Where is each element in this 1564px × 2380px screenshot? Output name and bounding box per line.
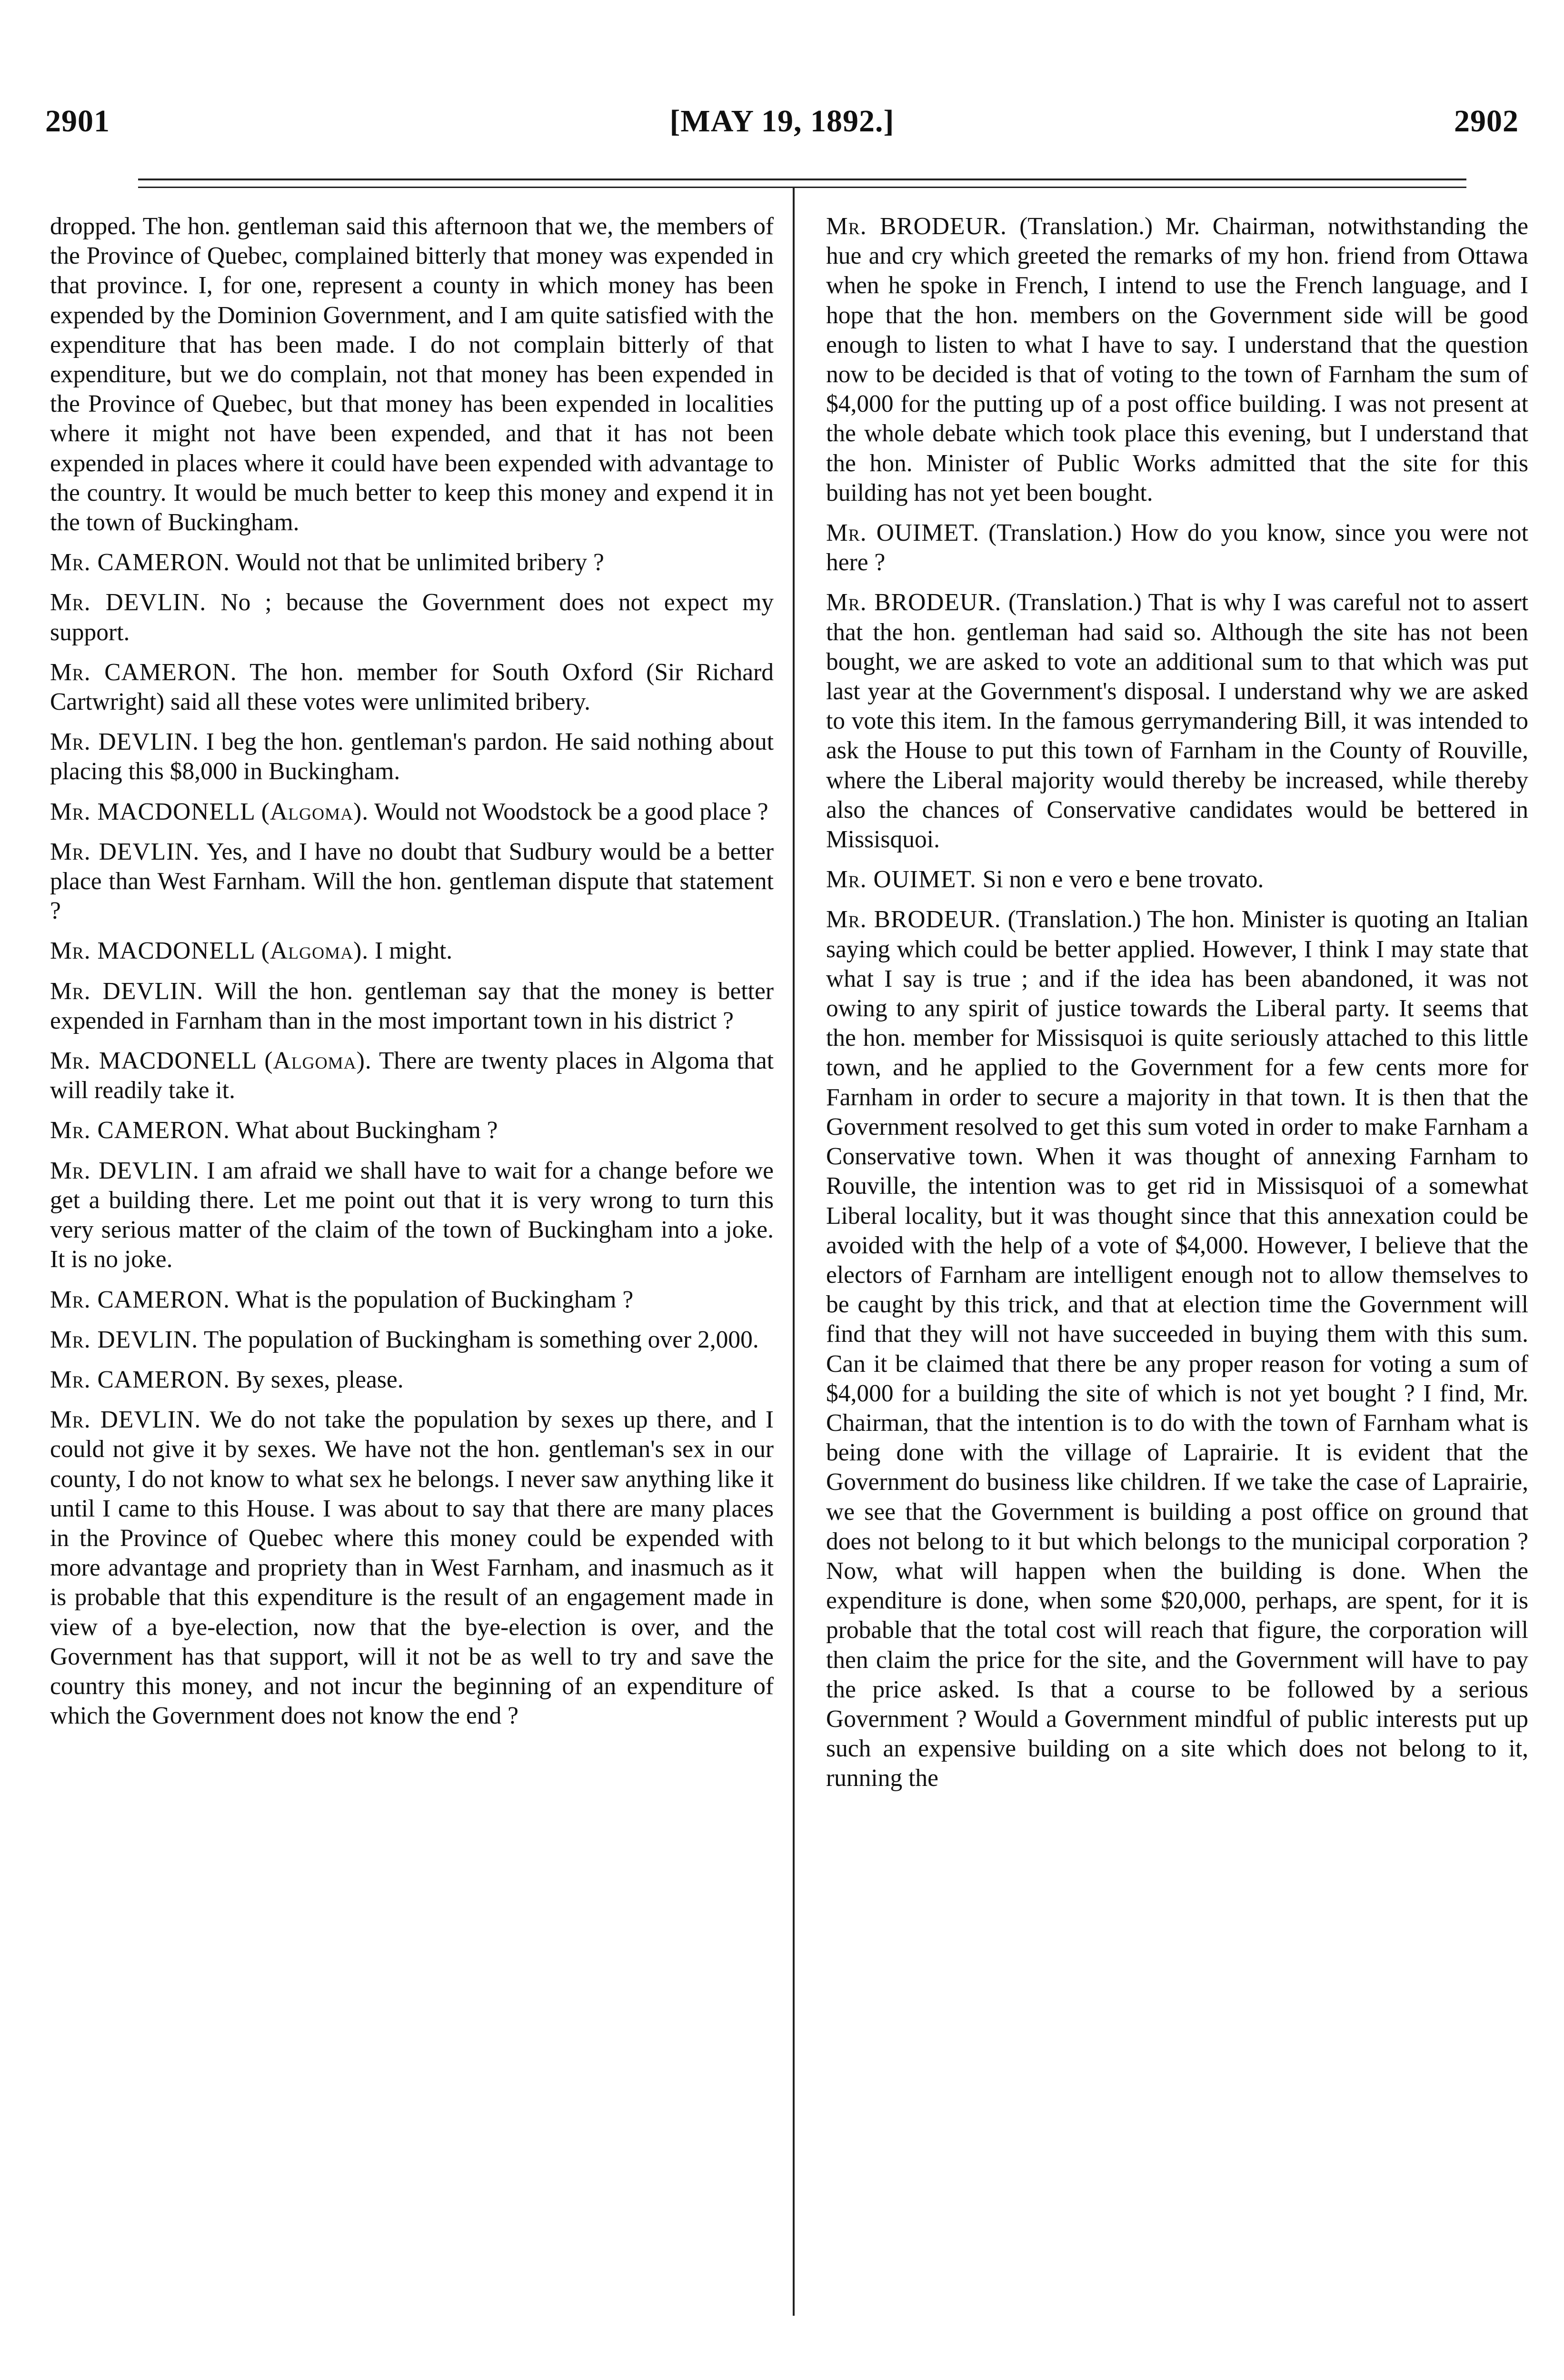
paragraph-text: We do not take the population by sexes up there, and I could not give it by sexes. We have not the hon. gentleman's sex in our county, I do not know to what sex he belongs. I never saw anything like it until I came to this House. I was about to say that there are many places in the Province of Quebec where this money could be expended with more advantage and propriety than in West Farnham, and inasmuch as it is probable that this expenditure is the result of an engagement made in view of a bye-election, now that the bye-election is over, and the Government has that support, will it not be as well to try and save the country this money, and not incur the beginning of an expenditure of which the Government does not know the end ?	[50, 1406, 774, 1730]
speaker-name: Mr. DEVLIN.	[50, 728, 199, 756]
paragraph	[826, 865, 1528, 894]
paragraph-text: Yes, and I have no doubt that Sudbury would be a better place than West Farnham. Will the hon. gentleman dispute that statement ?	[50, 838, 774, 925]
paragraph-text: (Translation.) How do you know, since you were not here ?	[826, 519, 1528, 576]
speaker-name: Mr. OUIMET.	[826, 519, 980, 547]
header-rule-top	[138, 178, 1466, 180]
paragraph	[826, 905, 1528, 1793]
paragraph-text: (Translation.) That is why I was careful not to assert that the hon. gentleman had said so. Although the site has not been bought, we are asked to vote an additional sum to that which was put last year at the Government's disposal. I understand why we are asked to vote this item. In the famous gerrymandering Bill, it was intended to ask the House to put this town of Farnham in the County of Rouville, where the Liberal majority would thereby be increased, while thereby also the chances of Conservative candidates would be bettered in Missisquoi.	[826, 589, 1529, 853]
header-date: [MAY 19, 1892.]	[669, 104, 895, 139]
speaker-name: Mr. CAMERON.	[50, 1286, 230, 1313]
paragraph	[50, 1405, 774, 1731]
header-rule-bottom	[138, 187, 1466, 188]
paragraph-text: dropped. The hon. gentleman said this afternoon that we, the members of the Province of Quebec, complained bitterly that money was expended in that province. I, for one, represent a county in which money has been expended by the Dominion Government, and I am quite satisfied with the expenditure that has been made. I do not complain bitterly of that expenditure, but we do complain, not that money has been expended in the Province of Quebec, but that money has been expended in localities where it might not have been expended, and that it has not been expended in places where it could have been expended with advantage to the country. It would be much better to keep this money and expend it in the town of Buckingham.	[50, 213, 774, 536]
speaker-name: Mr. CAMERON.	[50, 1366, 230, 1393]
column-divider	[793, 188, 795, 2316]
paragraph-text: I might.	[375, 937, 453, 965]
paragraph	[50, 936, 774, 966]
speaker-name: Mr. MACDONELL (Algoma).	[50, 937, 369, 965]
speaker-name: Mr. OUIMET.	[826, 866, 976, 893]
paragraph-text: (Translation.) The hon. Minister is quoting an Italian saying which could be better applied. However, I think I may state that what I say is true ; and if the idea has been abandoned, it was not owing to any spirit of justice towards the Liberal party. It seems that the hon. member for Missisquoi is quite seriously attached to this little town, and he applied to the Government for a few cents more for Farnham in order to secure a majority in that town. It is then that the Government resolved to get this sum voted in order to make Farnham a Conservative town. When it was thought of annexing Farnham to Rouville, the intention was to get rid in Missisquoi of a somewhat Liberal locality, but it was thought since that this annexation could be avoided with the help of a vote of $4,000. However, I believe that the electors of Farnham are intelligent enough not to allow themselves to be caught by this trick, and that at election time the Government will find that they will not have succeeded in buying them with this sum. Can it be claimed that there be any proper reason for voting a sum of $4,000 for a building the site of which is not yet bought ? I find, Mr. Chairman, that the intention is to do with the town of Farnham what is being done with the village of Laprairie. It is evident that the Government do business like children. If we take the case of Laprairie, we see that the Government is building a post office on ground that does not belong to it but which belongs to the municipal corporation ? Now, what will happen when the building is done. When the expenditure is done, when some $20,000, perhaps, are spent, for it is probable that the total cost will reach that figure, the corporation will then claim the price for the site, and the Government will have to pay the price asked. Is that a course to be followed by a serious Government ? Would a Government mindful of public interests put up such an expensive building on a site which does not belong to it, running the	[826, 906, 1529, 1792]
paragraph	[50, 977, 774, 1036]
speaker-name: Mr. BRODEUR.	[826, 213, 1007, 240]
paragraph	[50, 658, 774, 717]
speaker-name: Mr. CAMERON.	[50, 658, 237, 686]
paragraph	[50, 1046, 774, 1105]
speaker-name: Mr. DEVLIN.	[50, 977, 204, 1005]
left-column	[50, 212, 774, 1741]
speaker-name: Mr. MACDONELL (Algoma).	[50, 798, 369, 825]
paragraph-text: I beg the hon. gentleman's pardon. He said nothing about placing this $8,000 in Buckingham.	[50, 728, 774, 785]
page-number-right: 2902	[1454, 104, 1519, 139]
page-number-left: 2901	[45, 104, 110, 139]
paragraph	[50, 1156, 774, 1275]
paragraph	[50, 1285, 774, 1315]
speaker-name: Mr. DEVLIN.	[50, 1157, 199, 1184]
paragraph	[50, 212, 774, 537]
paragraph-text: No ; because the Government does not expect my support.	[50, 589, 774, 646]
paragraph-text: Would not Woodstock be a good place ?	[374, 798, 768, 825]
paragraph-text: By sexes, please.	[236, 1366, 404, 1393]
paragraph	[826, 588, 1528, 854]
speaker-name: Mr. MACDONELL (Algoma).	[50, 1047, 372, 1075]
paragraph	[50, 1365, 774, 1395]
page-header	[45, 93, 1519, 150]
speaker-name: Mr. CAMERON.	[50, 549, 230, 576]
paragraph	[50, 837, 774, 926]
paragraph	[50, 1325, 774, 1355]
paragraph	[50, 797, 774, 827]
paragraph-text: What about Buckingham ?	[235, 1117, 498, 1144]
paragraph-text: Si non e vero e bene trovato.	[982, 866, 1264, 893]
paragraph-text: Will the hon. gentleman say that the money is better expended in Farnham than in the most important town in his district ?	[50, 977, 774, 1034]
paragraph	[50, 727, 774, 786]
speaker-name: Mr. BRODEUR.	[826, 906, 1001, 933]
speaker-name: Mr. CAMERON.	[50, 1117, 230, 1144]
paragraph	[50, 548, 774, 577]
paragraph-text: Would not that be unlimited bribery ?	[235, 549, 604, 576]
speaker-name: Mr. DEVLIN.	[50, 1406, 201, 1434]
speaker-name: Mr. DEVLIN.	[50, 589, 207, 616]
paragraph-text: There are twenty places in Algoma that will readily take it.	[50, 1047, 774, 1104]
paragraph	[826, 212, 1528, 508]
paragraph	[50, 1116, 774, 1145]
speaker-name: Mr. BRODEUR.	[826, 589, 1002, 616]
paragraph-text: What is the population of Buckingham ?	[235, 1286, 634, 1313]
speaker-name: Mr. DEVLIN.	[50, 838, 200, 865]
paragraph	[826, 518, 1528, 577]
right-column	[826, 212, 1528, 1804]
paragraph-text: (Translation.) Mr. Chairman, notwithstanding the hue and cry which greeted the remarks of my hon. friend from Ottawa when he spoke in French, I intend to use the French language, and I hope that the hon. members on the Government side will be good enough to listen to what I have to say. I understand that the question now to be decided is that of voting to the town of Farnham the sum of $4,000 for the putting up of a post office building. I was not present at the whole debate which took place this evening, but I understand that the hon. Minister of Public Works admitted that the site for this building has not yet been bought.	[826, 213, 1529, 506]
paragraph	[50, 588, 774, 647]
speaker-name: Mr. DEVLIN.	[50, 1326, 199, 1353]
paragraph-text: I am afraid we shall have to wait for a change before we get a building there. Let me point out that it is very wrong to turn this very serious matter of the claim of the town of Buckingham into a joke. It is no joke.	[50, 1157, 774, 1273]
paragraph-text: The hon. member for South Oxford (Sir Richard Cartwright) said all these votes were unlimited bribery.	[50, 658, 774, 716]
paragraph-text: The population of Buckingham is something over 2,000.	[204, 1326, 759, 1353]
